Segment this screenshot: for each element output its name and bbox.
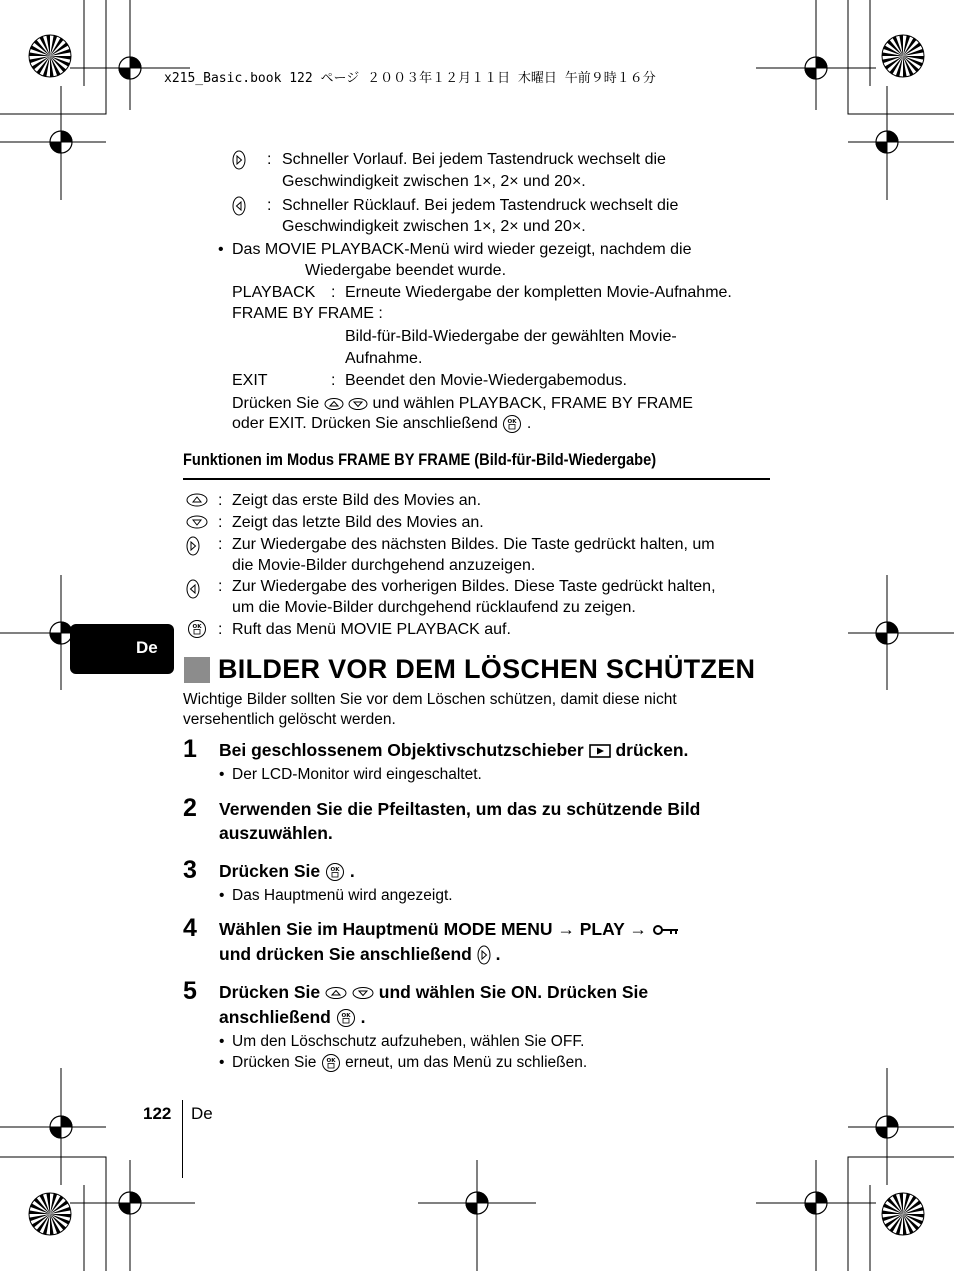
- ff-icon: [232, 149, 246, 171]
- starburst-mark: [29, 1193, 71, 1235]
- down-arrow-button-icon: [348, 397, 368, 411]
- list-text: Zur Wiedergabe des vorherigen Bildes. Diese Taste gedrückt halten,: [232, 578, 716, 595]
- step-text-part: und drücken Sie anschließend: [219, 944, 472, 964]
- section-marker-square: [184, 657, 210, 683]
- press-line: [232, 413, 531, 435]
- svg-text:OK: OK: [192, 624, 202, 630]
- subheading-rule: [183, 478, 770, 480]
- bullet: •: [219, 1033, 225, 1050]
- option-desc: Bild-für-Bild-Wiedergabe der gewählten Movie-: [345, 328, 677, 345]
- step-number: 5: [183, 977, 197, 1005]
- step-text-part: drücken.: [615, 740, 689, 760]
- footer-divider: [182, 1100, 183, 1178]
- ok-menu-button-icon: [321, 1053, 341, 1073]
- list-text: Schneller Rücklauf. Bei jedem Tastendruck wechselt die: [282, 197, 679, 214]
- bullet-text: Der LCD-Monitor wird eingeschaltet.: [232, 766, 482, 783]
- language-tab: [70, 624, 174, 674]
- language-tab-label: De: [136, 638, 158, 657]
- bullet: •: [218, 241, 224, 258]
- list-text: Geschwindigkeit zwischen 1×, 2× und 20×.: [282, 173, 586, 190]
- svg-text:OK: OK: [330, 867, 340, 874]
- footer-lang: De: [191, 1104, 213, 1123]
- option-label: EXIT: [232, 372, 268, 389]
- step-text: auszuwählen.: [219, 823, 333, 843]
- list-text: die Movie-Bilder durchgehend anzuzeigen.: [232, 557, 536, 574]
- step-text-part: Drücken Sie: [219, 982, 321, 1002]
- up-arrow-button-icon: [325, 986, 347, 1000]
- list-sep: :: [267, 197, 272, 214]
- list-text: um die Movie-Bilder durchgehend rücklaufend zu zeigen.: [232, 599, 636, 616]
- list-sep: :: [218, 621, 223, 638]
- option-desc: Aufnahme.: [345, 350, 423, 367]
- up-arrow-button-icon: [186, 492, 208, 513]
- right-arrow-button-icon: [186, 535, 200, 562]
- print-header-line: x215_Basic.book 122 ページ ２００３年１２月１１日 木曜日 午前９時１６分: [164, 71, 656, 86]
- left-arrow-button-icon: [186, 578, 200, 605]
- bullet-text: Das Hauptmenü wird angezeigt.: [232, 887, 453, 904]
- press-text: und wählen PLAYBACK, FRAME BY FRAME: [372, 395, 693, 412]
- up-arrow-button-icon: [324, 397, 344, 411]
- option-label: PLAYBACK: [232, 284, 316, 301]
- step-number: 1: [183, 735, 197, 763]
- step-text: [219, 738, 688, 762]
- ok-menu-button-icon: [325, 862, 345, 882]
- step-number: 4: [183, 914, 197, 942]
- step-text-part: Bei geschlossenem Objektivschutzschieber: [219, 740, 584, 760]
- bullet: •: [219, 766, 225, 783]
- note-text: Das MOVIE PLAYBACK-Menü wird wieder gezeigt, nachdem die: [232, 241, 692, 258]
- list-text: Ruft das Menü MOVIE PLAYBACK auf.: [232, 621, 511, 638]
- ok-menu-button-icon: [502, 414, 522, 434]
- svg-text:OK: OK: [341, 1013, 351, 1020]
- down-arrow-button-icon: [352, 986, 374, 1000]
- step-text-part: .: [495, 944, 501, 964]
- ok-menu-button-icon: [187, 619, 207, 644]
- bullet: •: [219, 1054, 225, 1071]
- press-text: .: [526, 415, 532, 432]
- starburst-mark: [29, 35, 71, 77]
- list-sep: :: [218, 536, 223, 553]
- starburst-mark: [882, 35, 924, 77]
- list-text: Zeigt das erste Bild des Movies an.: [232, 492, 482, 509]
- press-line: [232, 393, 693, 415]
- list-text: Geschwindigkeit zwischen 1×, 2× und 20×.: [282, 218, 586, 235]
- bullet-text-part: Drücken Sie: [232, 1054, 317, 1071]
- step-text: [219, 859, 355, 883]
- step-text-part: anschließend: [219, 1007, 331, 1027]
- page-number: 122: [143, 1104, 172, 1123]
- svg-text:OK: OK: [507, 418, 517, 425]
- list-text: Schneller Vorlauf. Bei jedem Tastendruck wechselt die: [282, 151, 666, 168]
- protect-key-icon: [652, 923, 680, 937]
- step-number: 2: [183, 794, 197, 822]
- subheading: Funktionen im Modus FRAME BY FRAME (Bild-für-Bild-Wiedergabe): [183, 450, 657, 469]
- option-desc: Erneute Wiedergabe der kompletten Movie-Aufnahme.: [345, 284, 732, 301]
- step-number: 3: [183, 856, 197, 884]
- rew-icon: [232, 195, 246, 217]
- press-text: oder EXIT. Drücken Sie anschließend: [232, 415, 498, 432]
- option-desc: Beendet den Movie-Wiedergabemodus.: [345, 372, 627, 389]
- option-sep: :: [331, 372, 336, 389]
- step-text: [219, 980, 648, 1004]
- step-text-part: Wählen Sie im Hauptmenü MODE MENU → PLAY →: [219, 919, 647, 939]
- list-text: Zeigt das letzte Bild des Movies an.: [232, 514, 484, 531]
- step-text: [219, 1005, 365, 1029]
- list-sep: :: [267, 151, 272, 168]
- note-text: Wiedergabe beendet wurde.: [305, 262, 507, 279]
- step-text-part: .: [360, 1007, 366, 1027]
- section-title: BILDER VOR DEM LÖSCHEN SCHÜTZEN: [218, 654, 756, 684]
- down-arrow-button-icon: [186, 514, 208, 535]
- step-text-part: und wählen Sie ON. Drücken Sie: [378, 982, 649, 1002]
- press-text: Drücken Sie: [232, 395, 320, 412]
- intro-text: Wichtige Bilder sollten Sie vor dem Löschen schützen, damit diese nicht: [183, 691, 677, 708]
- option-sep: :: [331, 284, 336, 301]
- bullet-text-part: erneut, um das Menü zu schließen.: [345, 1054, 588, 1071]
- list-text: Zur Wiedergabe des nächsten Bildes. Die Taste gedrückt halten, um: [232, 536, 715, 553]
- list-sep: :: [218, 514, 223, 531]
- step-text-part: .: [349, 861, 355, 881]
- playback-button-icon: [589, 743, 611, 759]
- bullet-text: Um den Löschschutz aufzuheben, wählen Sie OFF.: [232, 1033, 585, 1050]
- step-text: [219, 942, 500, 966]
- right-arrow-button-icon: [477, 944, 491, 966]
- step-text-part: Drücken Sie: [219, 861, 321, 881]
- bullet-text: [232, 1052, 587, 1073]
- step-text: Verwenden Sie die Pfeiltasten, um das zu schützende Bild: [219, 799, 701, 819]
- svg-text:OK: OK: [326, 1057, 336, 1064]
- step-text: [219, 917, 680, 941]
- option-label: FRAME BY FRAME :: [232, 305, 383, 322]
- list-sep: :: [218, 492, 223, 509]
- intro-text: versehentlich gelöscht werden.: [183, 711, 396, 728]
- list-sep: :: [218, 578, 223, 595]
- ok-menu-button-icon: [336, 1008, 356, 1028]
- starburst-mark: [882, 1193, 924, 1235]
- bullet: •: [219, 887, 225, 904]
